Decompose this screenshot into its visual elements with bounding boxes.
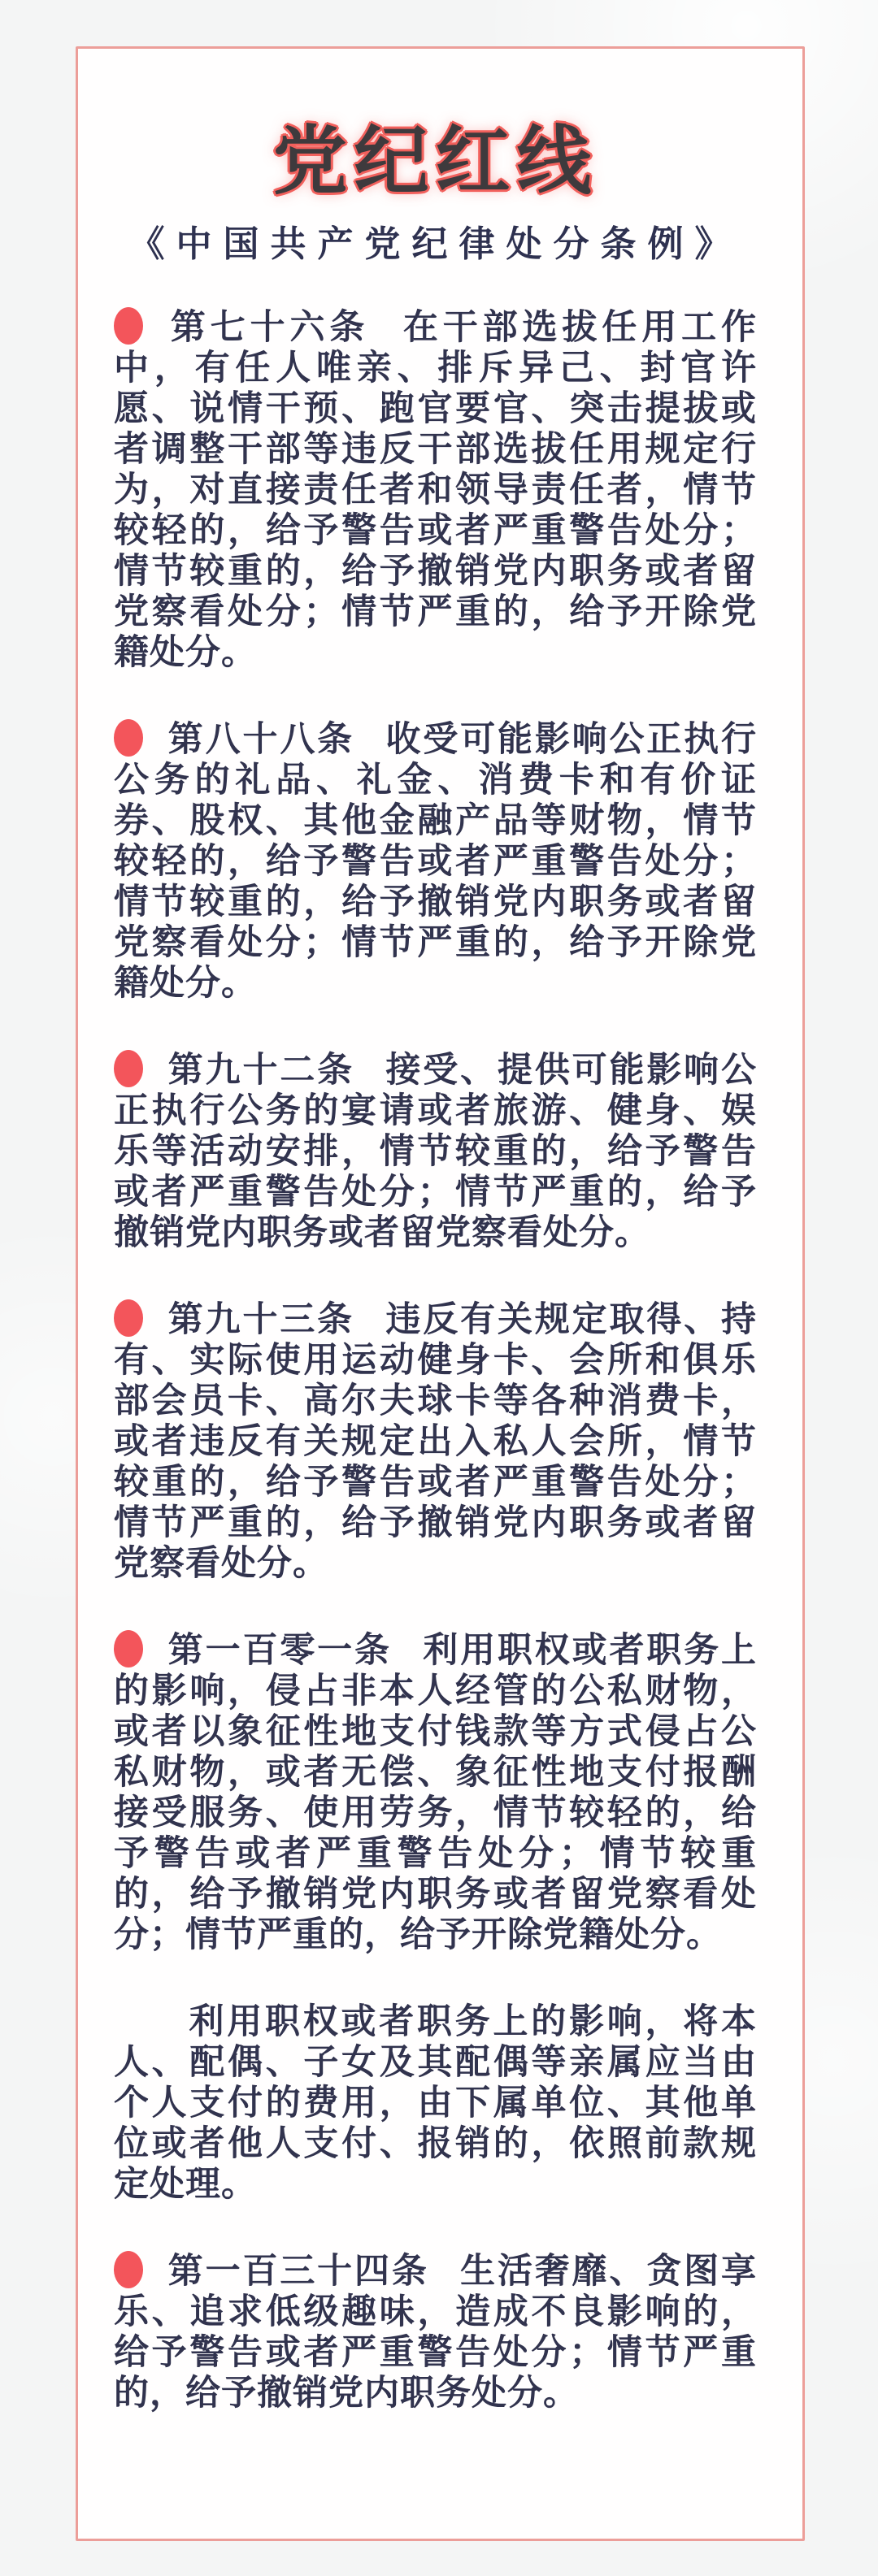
poster-title: 党纪红线 bbox=[272, 120, 598, 203]
article-number: 第七十六条 bbox=[170, 307, 370, 347]
article-paragraph bbox=[114, 307, 757, 673]
article-number: 第一百三十四条 bbox=[167, 2251, 429, 2291]
red-dot-bullet-icon bbox=[114, 2251, 143, 2288]
red-dot-bullet-icon bbox=[114, 307, 143, 345]
article-paragraph bbox=[114, 1630, 757, 1955]
article-number: 第一百零一条 bbox=[167, 1630, 392, 1670]
article-paragraph bbox=[114, 1050, 757, 1253]
article-text: 收受可能影响公正执行公务的礼品、礼金、消费卡和有价证券、股权、其他金融产品等财物，情节较轻的，给予警告或者严重警告处分；情节较重的，给予撤销党内职务或者留党察看处分；情节严重的，给予开除党籍处分。 bbox=[114, 719, 758, 1003]
article-text: 在干部选拔任用工作中，有任人唯亲、排斥异己、封官许愿、说情干预、跑官要官、突击提拔或者调整干部等违反干部选拔任用规定行为，对直接责任者和领导责任者，情节较轻的，给予警告或者严重警告处分；情节较重的，给予撤销党内职务或者留党察看处分；情节严重的，给予开除党籍处分。 bbox=[114, 307, 757, 672]
regulation-source-title: 《中国共产党纪律处分条例》 bbox=[128, 224, 742, 265]
article-text: 生活奢靡、贪图享乐、追求低级趣味，造成不良影响的，给予警告或者严重警告处分；情节严重的，给予撤销党内职务处分。 bbox=[114, 2251, 758, 2413]
article-text: 违反有关规定取得、持有、实际使用运动健身卡、会所和俱乐部会员卡、高尔夫球卡等各种消费卡，或者违反有关规定出入私人会所，情节较重的，给予警告或者严重警告处分；情节严重的，给予撤销党内职务或者留党察看处分。 bbox=[114, 1299, 758, 1583]
article-number: 第八十八条 bbox=[167, 719, 355, 759]
article-text: 接受、提供可能影响公正执行公务的宴请或者旅游、健身、娱乐等活动安排，情节较重的，给予警告或者严重警告处分；情节严重的，给予撤销党内职务或者留党察看处分。 bbox=[114, 1050, 758, 1252]
article-paragraph bbox=[114, 2251, 757, 2413]
article-paragraph bbox=[114, 2001, 757, 2205]
red-dot-bullet-icon bbox=[114, 1050, 143, 1087]
articles-list bbox=[114, 307, 757, 2413]
article-paragraph bbox=[114, 719, 757, 1004]
red-dot-bullet-icon bbox=[114, 1630, 143, 1667]
article-text: 利用职权或者职务上的影响，侵占非本人经管的公私财物，或者以象征性地支付钱款等方式侵占公私财物，或者无偿、象征性地支付报酬接受服务、使用劳务，情节较轻的，给予警告或者严重警告处分；情节较重的，给予撤销党内职务或者留党察看处分；情节严重的，给予开除党籍处分。 bbox=[114, 1630, 758, 1954]
article-text: 利用职权或者职务上的影响，将本人、配偶、子女及其配偶等亲属应当由个人支付的费用，由下属单位、其他单位或者他人支付、报销的，依照前款规定处理。 bbox=[114, 2001, 757, 2204]
red-dot-bullet-icon bbox=[114, 1299, 143, 1337]
article-number: 第九十二条 bbox=[167, 1050, 355, 1090]
red-dot-bullet-icon bbox=[114, 719, 143, 757]
discipline-redline-card bbox=[76, 46, 805, 2541]
article-paragraph bbox=[114, 1299, 757, 1584]
article-number: 第九十三条 bbox=[167, 1299, 355, 1339]
